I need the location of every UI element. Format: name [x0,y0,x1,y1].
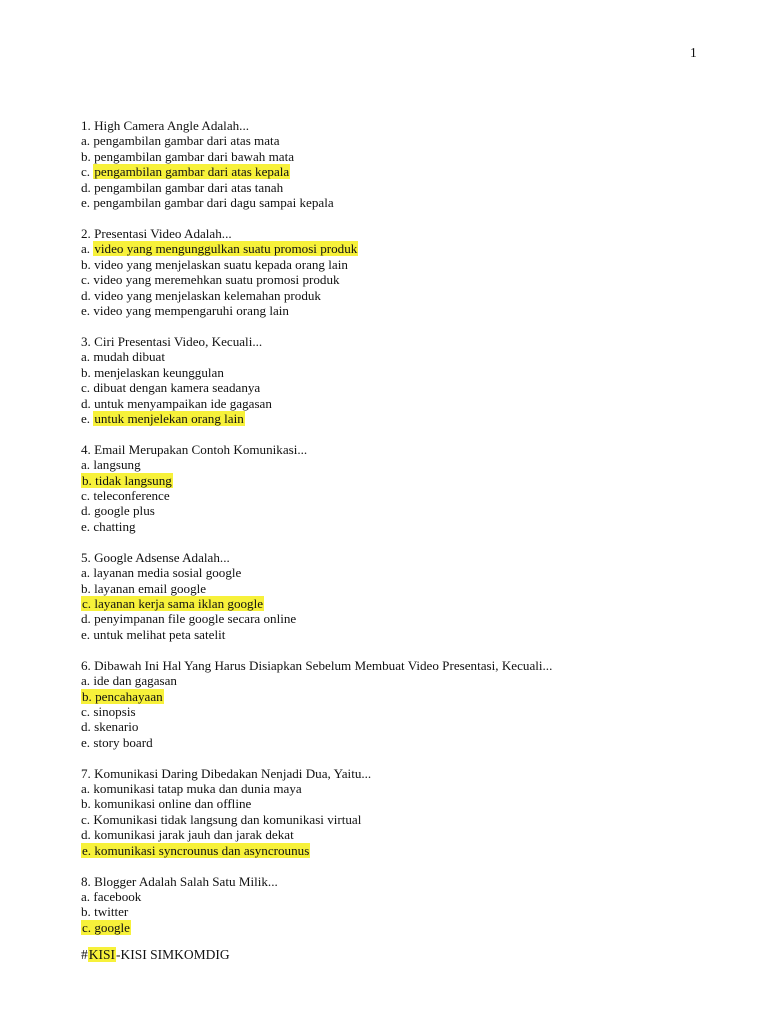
option-e: e. story board [81,734,153,750]
answer-highlight: c. google [82,919,130,935]
option-e: e. video yang mempengaruhi orang lain [81,302,289,318]
question-text: 4. Email Merupakan Contoh Komunikasi... [81,441,308,457]
question-1 [81,118,721,210]
answer-highlight: video yang mengunggulkan suatu promosi produk [94,241,358,257]
option-d: d. untuk menyampaikan ide gagasan [81,395,272,411]
option-c: c. Komunikasi tidak langsung dan komunikasi virtual [81,811,362,827]
option-b: b. video yang menjelaskan suatu kepada orang lain [81,256,348,272]
option-e-answer: e. untuk menjelekan orang lain [81,410,244,426]
option-c: c. teleconference [81,488,170,504]
question-text: 8. Blogger Adalah Salah Satu Milik... [81,873,278,889]
answer-highlight: b. tidak langsung [82,472,172,488]
option-a: a. mudah dibuat [81,349,165,365]
answer-highlight: b. pencahayaan [82,688,163,704]
option-b-answer [81,689,721,704]
option-c: c. sinopsis [81,703,136,719]
question-3 [81,334,721,426]
option-d: d. pengambilan gambar dari atas tanah [81,179,284,195]
answer-highlight: untuk menjelekan orang lain [94,410,244,426]
option-d: d. skenario [81,719,139,735]
option-a: a. facebook [81,888,142,904]
option-a: a. komunikasi tatap muka dan dunia maya [81,781,302,797]
option-a-answer: a. video yang mengunggulkan suatu promosi produk [81,241,358,257]
question-text: 5. Google Adsense Adalah... [81,549,230,565]
option-b: b. layanan email google [81,580,207,596]
question-text: 3. Ciri Presentasi Video, Kecuali... [81,333,263,349]
option-a: a. layanan media sosial google [81,565,242,581]
question-text: 1. High Camera Angle Adalah... [81,118,249,133]
option-b: b. komunikasi online dan offline [81,796,252,812]
option-d: d. google plus [81,503,155,519]
question-list [81,118,721,951]
page-number: 1 [690,45,697,60]
question-text: 2. Presentasi Video Adalah... [81,225,232,241]
question-2 [81,226,721,318]
option-b: b. menjelaskan keunggulan [81,364,224,380]
option-b: b. pengambilan gambar dari bawah mata [81,148,295,164]
option-a: a. ide dan gagasan [81,673,177,689]
question-6 [81,658,721,750]
answer-highlight: e. komunikasi syncrounus dan asyncrounus [82,842,310,858]
option-c: c. dibuat dengan kamera seadanya [81,380,261,396]
option-d: d. video yang menjelaskan kelemahan produk [81,287,321,303]
option-d: d. komunikasi jarak jauh dan jarak dekat [81,827,294,843]
question-8 [81,874,721,936]
option-c-answer [81,596,721,611]
option-a: a. pengambilan gambar dari atas mata [81,133,280,149]
option-e: e. untuk melihat peta satelit [81,626,226,642]
option-e: e. chatting [81,518,136,534]
option-d: d. penyimpanan file google secara online [81,611,297,627]
question-text: 6. Dibawah Ini Hal Yang Harus Disiapkan Sebelum Membuat Video Presentasi, Kecuali... [81,657,553,673]
option-c-answer [81,920,721,935]
answer-highlight: pengambilan gambar dari atas kepala [94,164,290,180]
footer-highlight: KISI [88,947,115,962]
footer-title: #KISI-KISI SIMKOMDIG [81,947,230,962]
option-c: c. video yang meremehkan suatu promosi produk [81,272,340,288]
option-c-answer: c. pengambilan gambar dari atas kepala [81,164,290,180]
question-text: 7. Komunikasi Daring Dibedakan Nenjadi Dua, Yaitu... [81,765,372,781]
option-b: b. twitter [81,904,129,920]
option-a: a. langsung [81,457,141,473]
option-b-answer [81,473,721,488]
answer-highlight: c. layanan kerja sama iklan google [82,595,264,611]
option-e-answer [81,843,721,858]
option-e: e. pengambilan gambar dari dagu sampai kepala [81,195,334,211]
question-5 [81,550,721,642]
question-7 [81,766,721,858]
question-4 [81,442,721,534]
